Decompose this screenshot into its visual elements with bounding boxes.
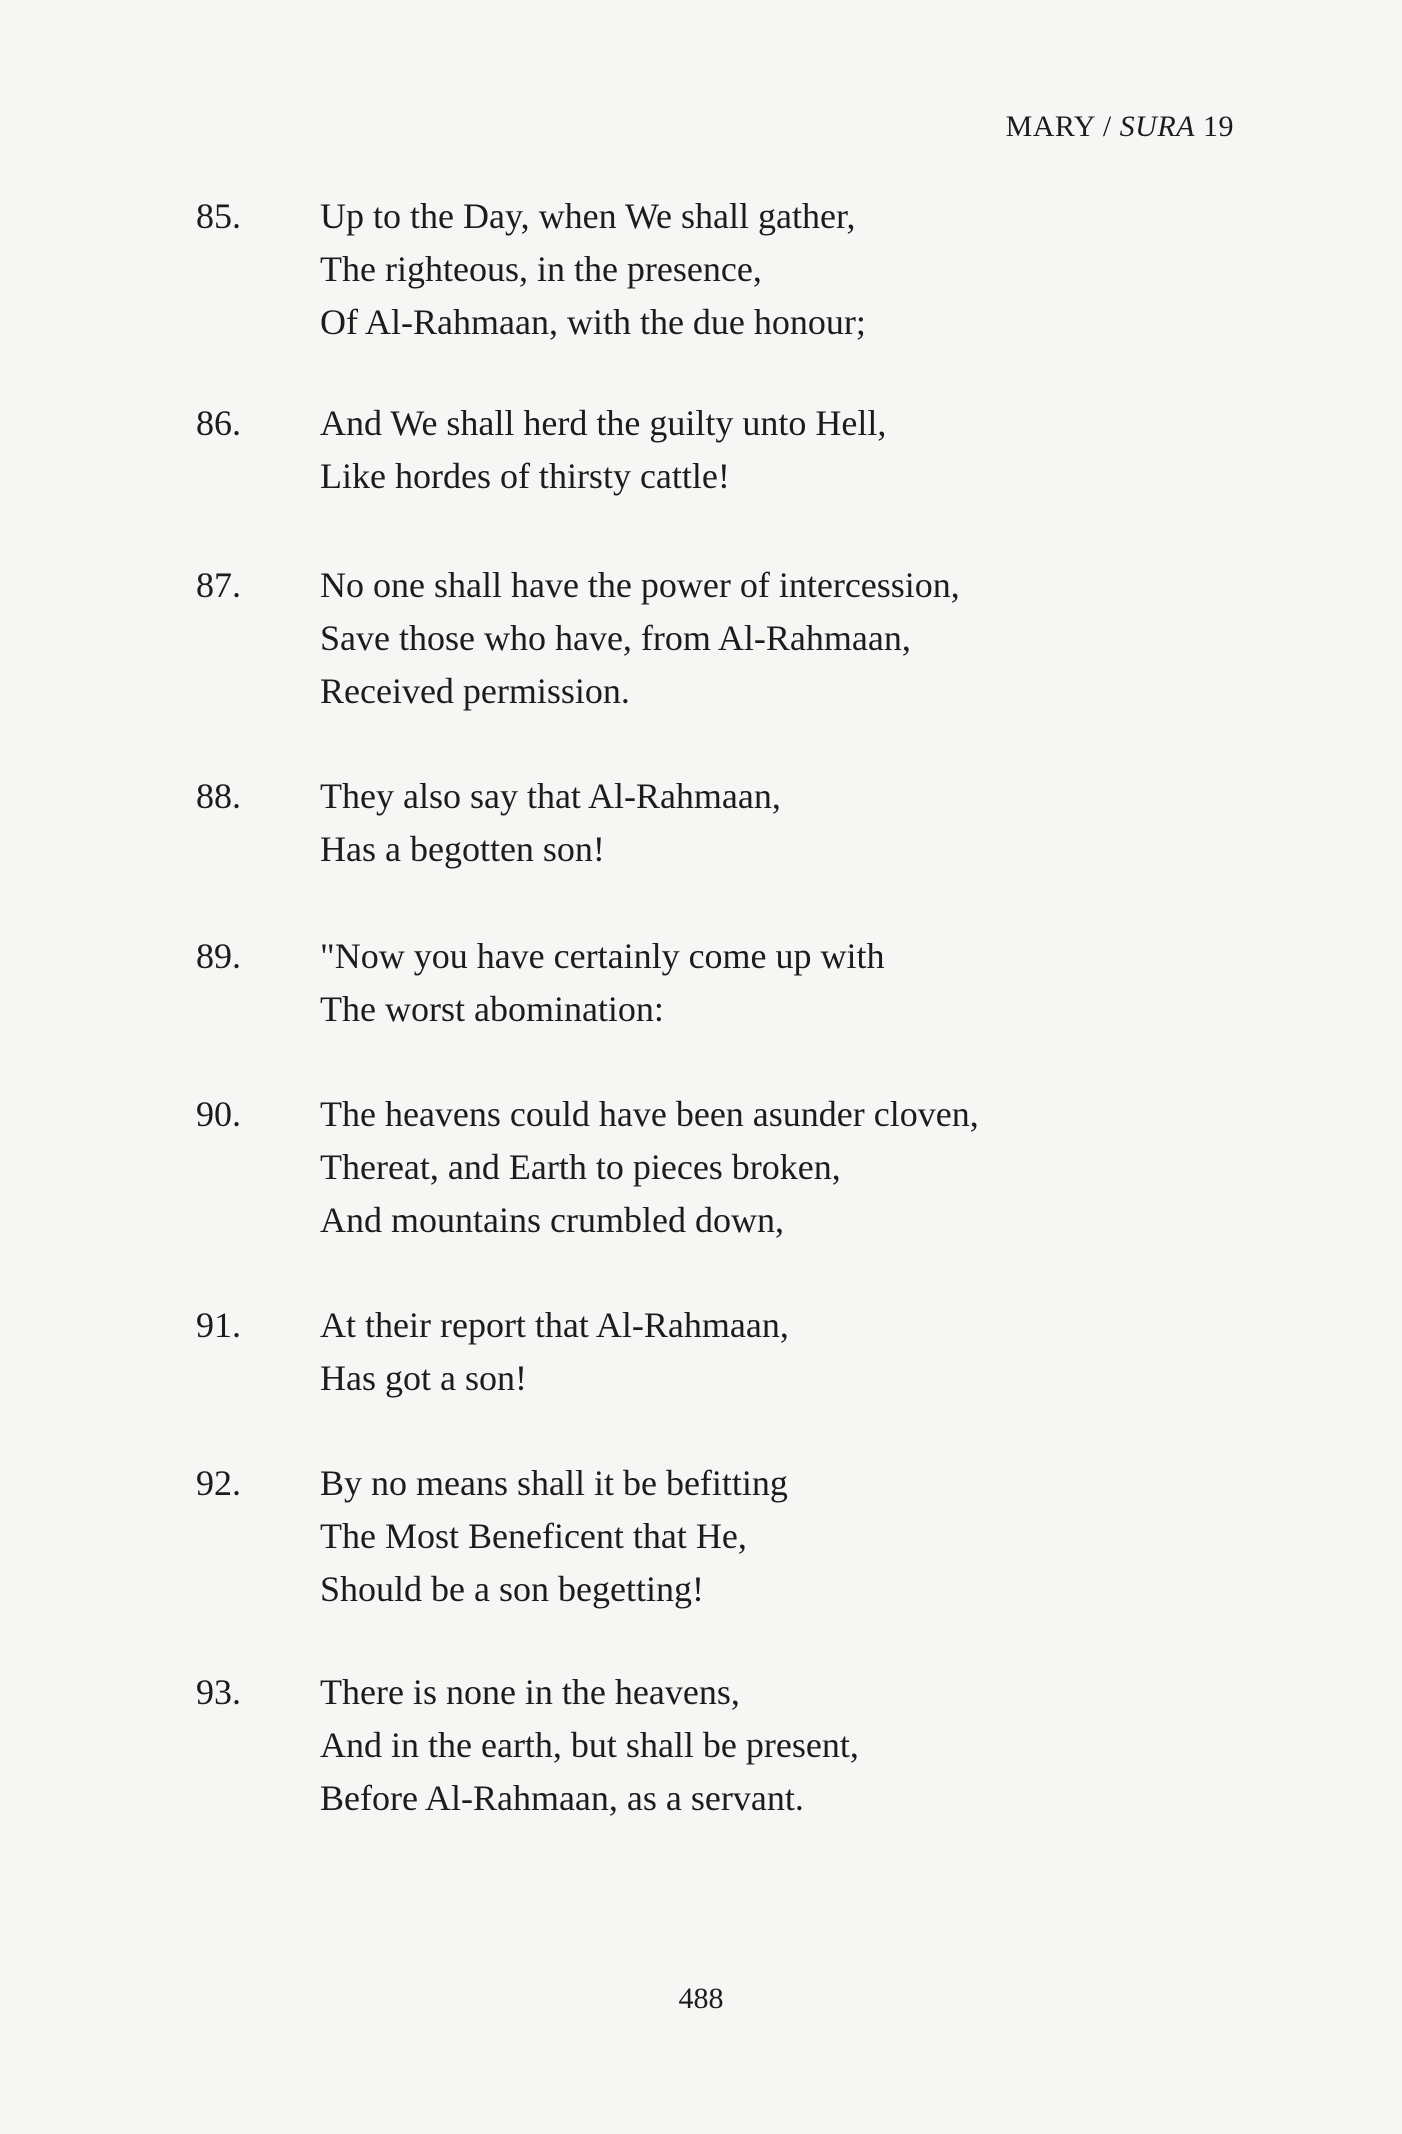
verse-86 (196, 397, 1246, 503)
verse-text (320, 770, 781, 876)
verse-line: And mountains crumbled down, (320, 1200, 784, 1240)
verse-85 (196, 190, 1246, 349)
verse-line: By no means shall it be befitting (320, 1463, 788, 1503)
verse-line: Should be a son begetting! (320, 1569, 704, 1609)
verse-text (320, 1457, 788, 1616)
verse-line: The heavens could have been asunder cloven, (320, 1094, 979, 1134)
verse-text (320, 1299, 789, 1405)
verse-90 (196, 1088, 1246, 1247)
verse-line: The worst abomination: (320, 989, 664, 1029)
verse-text (320, 559, 960, 718)
verse-line: Before Al-Rahmaan, as a servant. (320, 1778, 804, 1818)
verse-line: They also say that Al-Rahmaan, (320, 776, 781, 816)
verse-number: 92. (196, 1463, 241, 1503)
verse-number: 89. (196, 936, 241, 976)
verse-line: And in the earth, but shall be present, (320, 1725, 859, 1765)
verse-number: 88. (196, 776, 241, 816)
verse-line: The Most Beneficent that He, (320, 1516, 747, 1556)
verse-number: 86. (196, 403, 241, 443)
verse-line: Up to the Day, when We shall gather, (320, 196, 856, 236)
verse-text (320, 1088, 979, 1247)
verse-line: And We shall herd the guilty unto Hell, (320, 403, 887, 443)
verse-88 (196, 770, 1246, 876)
verse-text (320, 190, 866, 349)
page-number: 488 (678, 1982, 724, 2015)
verse-line: There is none in the heavens, (320, 1672, 740, 1712)
verse-92 (196, 1457, 1246, 1616)
verse-number: 91. (196, 1305, 241, 1345)
chapter-title: MARY / (1005, 110, 1112, 143)
verse-line: Save those who have, from Al-Rahmaan, (320, 618, 911, 658)
verse-89 (196, 930, 1246, 1036)
sura-label: SURA (1119, 110, 1195, 143)
verse-line: Like hordes of thirsty cattle! (320, 456, 730, 496)
verse-text (320, 930, 885, 1036)
verse-list (196, 190, 1246, 1825)
verse-line: Has got a son! (320, 1358, 527, 1398)
verse-line: Has a begotten son! (320, 829, 605, 869)
running-head (1006, 110, 1234, 144)
verse-line: At their report that Al-Rahmaan, (320, 1305, 789, 1345)
verse-87 (196, 559, 1246, 718)
verse-number: 93. (196, 1672, 241, 1712)
verse-line: Thereat, and Earth to pieces broken, (320, 1147, 841, 1187)
verse-text (320, 397, 886, 503)
verse-91 (196, 1299, 1246, 1405)
verse-line: Of Al-Rahmaan, with the due honour; (320, 302, 866, 342)
verse-line: Received permission. (320, 671, 630, 711)
verse-number: 90. (196, 1094, 241, 1134)
verse-93 (196, 1666, 1246, 1825)
verse-text (320, 1666, 859, 1825)
sura-number: 19 (1203, 110, 1234, 143)
verse-line: The righteous, in the presence, (320, 249, 762, 289)
verse-number: 85. (196, 196, 241, 236)
verse-line: No one shall have the power of intercession, (320, 565, 960, 605)
verse-number: 87. (196, 565, 241, 605)
verse-line: "Now you have certainly come up with (320, 936, 885, 976)
